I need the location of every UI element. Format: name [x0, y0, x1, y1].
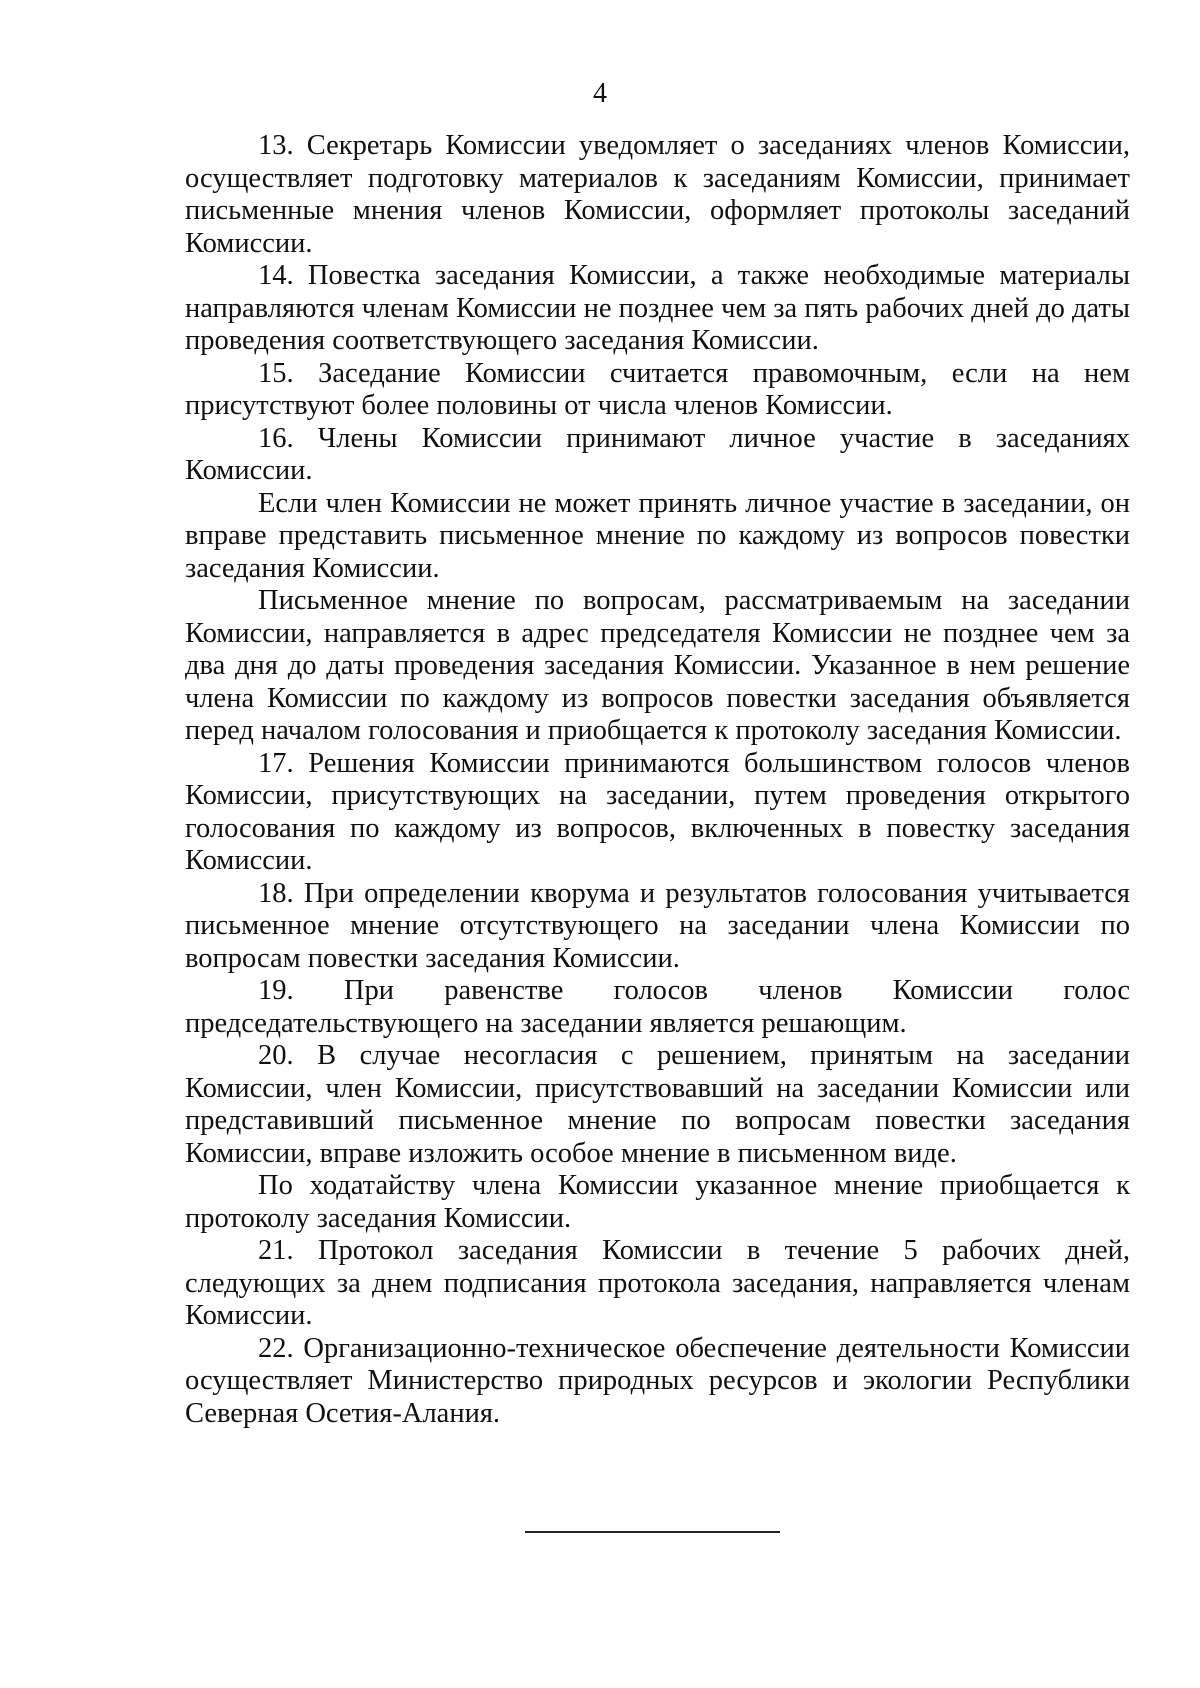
paragraph-22: 22. Организационно-техническое обеспечение деятельности Комиссии осуществляет Министерство природных ресурсов и экологии Республики Северная Осетия-Алания. — [185, 1332, 1130, 1429]
page-number: 4 — [593, 78, 607, 109]
paragraph-19: 19. При равенстве голосов членов Комиссии голос председательствующего на заседании является решающим. — [185, 975, 1130, 1039]
document-body — [185, 130, 1130, 1430]
paragraph-20: 20. В случае несогласия с решением, принятым на заседании Комиссии, член Комиссии, присутствовавший на заседании Комиссии или представивший письменное мнение по вопросам повестки заседания Комиссии, вправе изложить особое мнение в письменном виде. — [185, 1040, 1130, 1169]
paragraph-13: 13. Секретарь Комиссии уведомляет о заседаниях членов Комиссии, осуществляет подготовку материалов к заседаниям Комиссии, принимает письменные мнения членов Комиссии, оформляет протоколы заседаний Комиссии. — [185, 130, 1130, 259]
paragraph-20-part-2: По ходатайству члена Комиссии указанное мнение приобщается к протоколу заседания Комиссии. — [185, 1170, 1130, 1234]
closing-rule-divider — [525, 1531, 780, 1533]
paragraph-14: 14. Повестка заседания Комиссии, а также необходимые материалы направляются членам Комиссии не позднее чем за пять рабочих дней до даты проведения соответствующего заседания Комиссии. — [185, 260, 1130, 356]
paragraph-15: 15. Заседание Комиссии считается правомочным, если на нем присутствуют более половины от числа членов Комиссии. — [185, 357, 1130, 421]
paragraph-21: 21. Протокол заседания Комиссии в течение 5 рабочих дней, следующих за днем подписания протокола заседания, направляется членам Комиссии. — [185, 1235, 1130, 1331]
paragraph-17: 17. Решения Комиссии принимаются большинством голосов членов Комиссии, присутствующих на заседании, путем проведения открытого голосования по каждому из вопросов, включенных в повестку заседания Комиссии. — [185, 747, 1130, 876]
paragraph-16: 16. Члены Комиссии принимают личное участие в заседаниях Комиссии. — [185, 422, 1130, 486]
paragraph-16-part-2: Если член Комиссии не может принять личное участие в заседании, он вправе представить письменное мнение по каждому из вопросов повестки заседания Комиссии. — [185, 487, 1130, 584]
paragraph-16-part-3: Письменное мнение по вопросам, рассматриваемым на заседании Комиссии, направляется в адрес председателя Комиссии не позднее чем за два дня до даты проведения заседания Комиссии. Указанное в нем решение члена Комиссии по каждому из вопросов повестки заседания объявляется перед началом голосования и приобщается к протоколу заседания Комиссии. — [185, 585, 1130, 746]
paragraph-18: 18. При определении кворума и результатов голосования учитывается письменное мнение отсутствующего на заседании члена Комиссии по вопросам повестки заседания Комиссии. — [185, 877, 1130, 974]
